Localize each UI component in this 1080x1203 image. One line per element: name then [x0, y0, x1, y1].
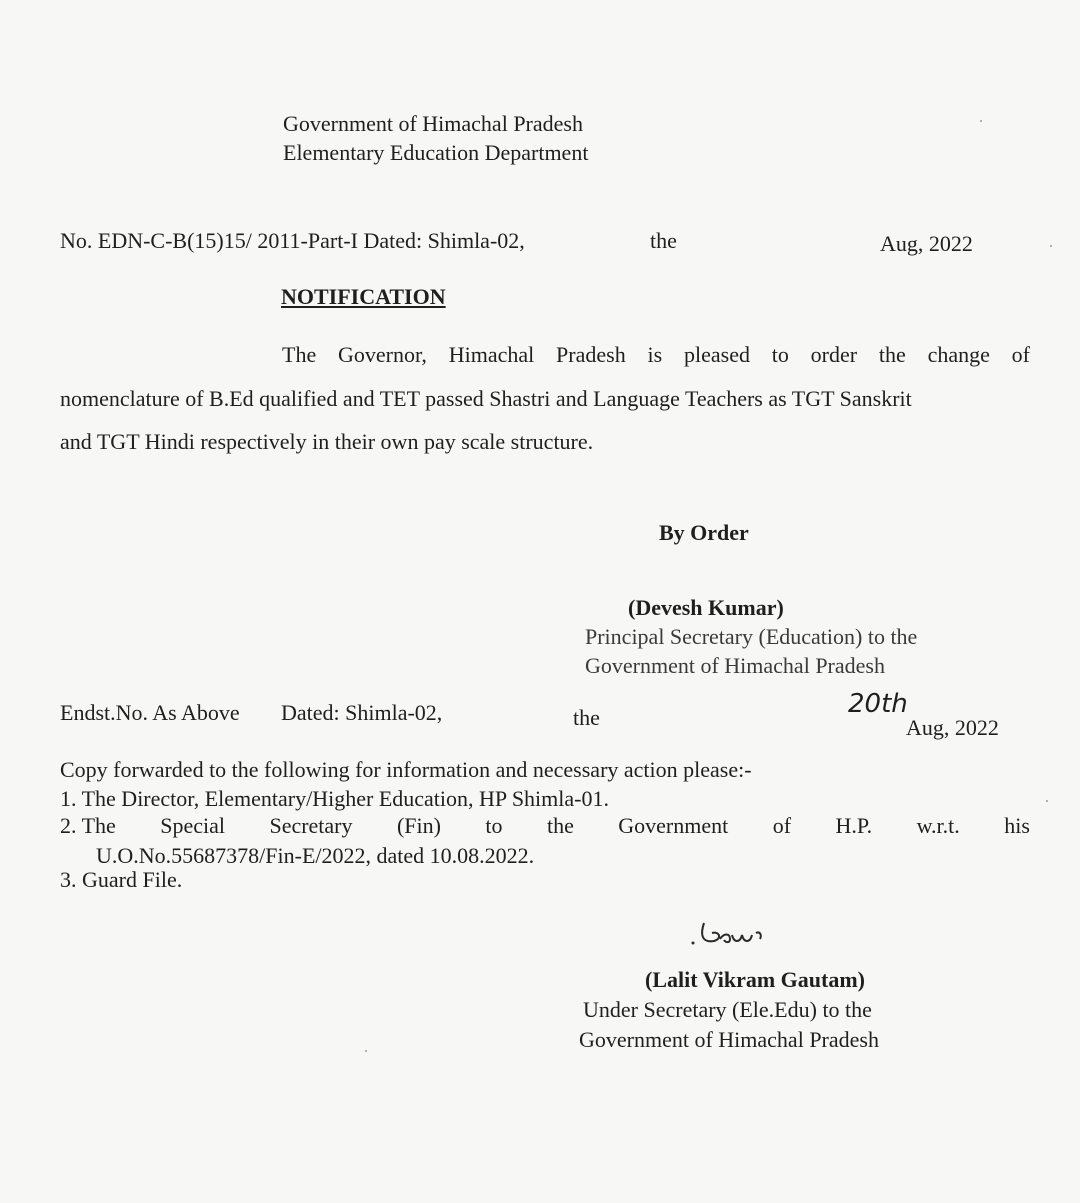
signatory-designation-2b: Government of Himachal Pradesh — [579, 1027, 879, 1052]
copy-item-2-line-2: U.O.No.55687378/Fin-E/2022, dated 10.08.2022. — [96, 843, 535, 868]
notification-body-line-3: and TGT Hindi respectively in their own pay scale structure. — [60, 429, 594, 454]
reference-the: the — [650, 228, 677, 253]
reference-number: No. EDN-C-B(15)15/ 2011-Part-I Dated: Shimla-02, — [60, 228, 525, 253]
copy-item-2-word: to — [485, 813, 503, 838]
copy-item-2-word: Government — [618, 813, 729, 838]
notification-body-line-1: The Governor, Himachal Pradesh is pleased to order the change of — [282, 342, 1030, 367]
copy-item-1: 1. The Director, Elementary/Higher Education, HP Shimla-01. — [60, 786, 609, 811]
copy-item-2-word: 2. The — [60, 813, 116, 838]
copy-item-3: 3. Guard File. — [60, 867, 183, 892]
header-department: Elementary Education Department — [283, 140, 589, 165]
endst-dated: Dated: Shimla-02, — [281, 700, 443, 725]
scan-speck — [1050, 245, 1052, 247]
scan-speck — [980, 120, 982, 122]
copy-item-2-word: his — [1004, 813, 1030, 838]
by-order: By Order — [659, 520, 749, 545]
scan-speck — [1046, 800, 1048, 802]
reference-date: Aug, 2022 — [880, 231, 973, 256]
signatory-designation-2: Under Secretary (Ele.Edu) to the — [583, 997, 872, 1022]
signatory-designation-1b: Government of Himachal Pradesh — [585, 653, 885, 678]
notification-body-line-2: nomenclature of B.Ed qualified and TET passed Shastri and Language Teachers as TGT Sanskrit — [60, 386, 912, 411]
copy-item-2-word: Secretary — [269, 813, 353, 838]
signatory-name-2: (Lalit Vikram Gautam) — [645, 967, 865, 992]
notification-title: NOTIFICATION — [281, 284, 446, 309]
copy-item-2-word: of — [772, 813, 792, 838]
signatory-designation-1: Principal Secretary (Education) to the — [585, 624, 918, 649]
signatory-name-1: (Devesh Kumar) — [628, 595, 784, 620]
copy-item-2-word: (Fin) — [396, 813, 441, 838]
copy-item-2-line-1 — [60, 812, 1030, 840]
scan-speck — [365, 1050, 367, 1052]
copy-item-2-word: the — [546, 813, 574, 838]
copy-item-2-word: Special — [160, 813, 226, 838]
endst-number: Endst.No. As Above — [60, 700, 240, 725]
handwritten-signature — [690, 905, 800, 955]
endst-date: Aug, 2022 — [906, 715, 999, 740]
header-government: Government of Himachal Pradesh — [283, 111, 583, 136]
copy-intro: Copy forwarded to the following for information and necessary action please:- — [60, 757, 752, 782]
copy-item-2-word: H.P. — [835, 813, 873, 838]
copy-item-2-words — [60, 812, 1030, 840]
endst-handwritten-day: 20th — [848, 689, 908, 719]
endst-the: the — [573, 705, 600, 730]
copy-item-2-word: w.r.t. — [916, 813, 960, 838]
